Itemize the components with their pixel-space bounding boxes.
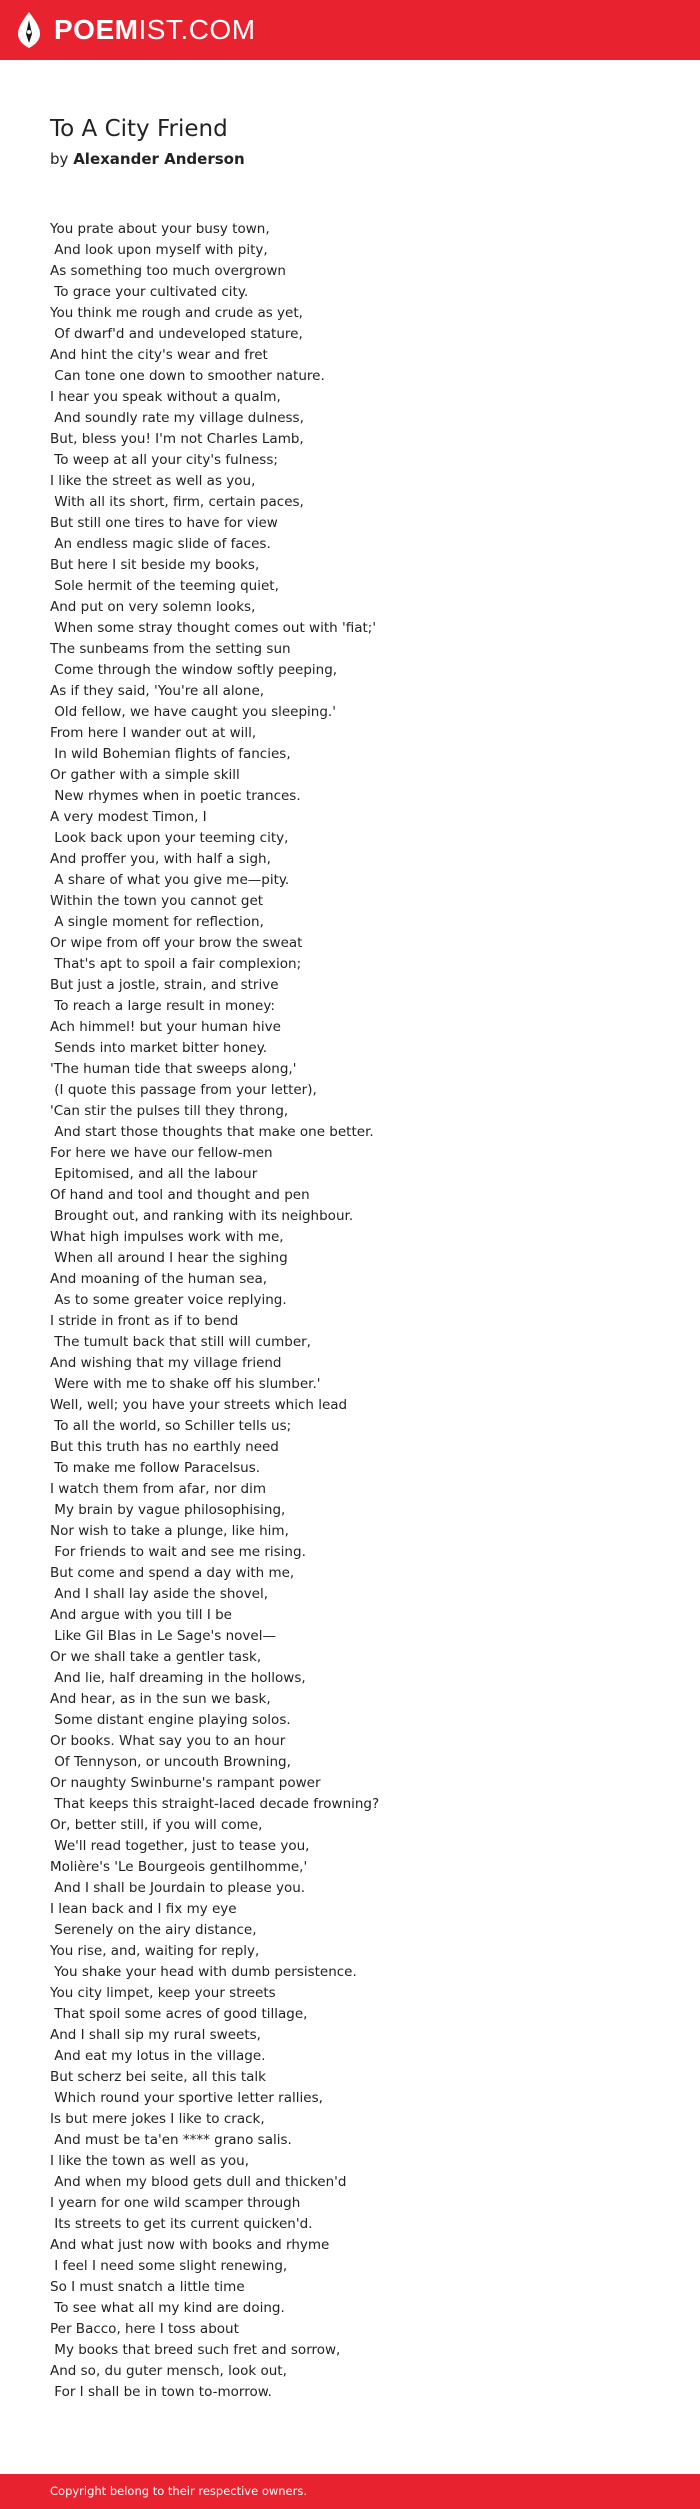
header-bar — [0, 0, 700, 60]
poem-line: To reach a large result in money: — [50, 998, 275, 1014]
poem-line: Old fellow, we have caught you sleeping.' — [50, 704, 336, 720]
poem-line: And put on very solemn looks, — [50, 599, 256, 615]
poem-line: And I shall lay aside the shovel, — [50, 1586, 269, 1602]
poem-line: Ach himmel! but your human hive — [50, 1019, 281, 1035]
poem-line: And proffer you, with half a sigh, — [50, 851, 271, 867]
poem-line: My books that breed such fret and sorrow, — [50, 2342, 341, 2358]
poem-line: The tumult back that still will cumber, — [50, 1334, 311, 1350]
poem-line: And start those thoughts that make one better. — [50, 1124, 374, 1140]
poem-line: But still one tires to have for view — [50, 515, 278, 531]
poem-line: Well, well; you have your streets which lead — [50, 1397, 348, 1413]
poem-line: But, bless you! I'm not Charles Lamb, — [50, 431, 304, 447]
poem-line: 'Can stir the pulses till they throng, — [50, 1103, 289, 1119]
poem-line: You city limpet, keep your streets — [50, 1985, 276, 2001]
poem-line: But this truth has no earthly need — [50, 1439, 279, 1455]
poem-line: The sunbeams from the setting sun — [50, 641, 291, 657]
poem-line: That keeps this straight-laced decade frowning? — [50, 1796, 380, 1812]
poem-line: And what just now with books and rhyme — [50, 2237, 330, 2253]
poem-line: Per Bacco, here I toss about — [50, 2321, 239, 2337]
poem-line: And so, du guter mensch, look out, — [50, 2363, 287, 2379]
poem-line: Molière's 'Le Bourgeois gentilhomme,' — [50, 1859, 308, 1875]
poem-line: You prate about your busy town, — [50, 221, 270, 237]
poem-line: But just a jostle, strain, and strive — [50, 977, 279, 993]
poem-line: When all around I hear the sighing — [50, 1250, 288, 1266]
poem-line: And eat my lotus in the village. — [50, 2048, 266, 2064]
poem-line: Sends into market bitter honey. — [50, 1040, 268, 1056]
poem-line: For I shall be in town to-morrow. — [50, 2384, 272, 2400]
poem-line: And hear, as in the sun we bask, — [50, 1691, 271, 1707]
poem-line: An endless magic slide of faces. — [50, 536, 271, 552]
poem-line: And lie, half dreaming in the hollows, — [50, 1670, 306, 1686]
poem-line: And when my blood gets dull and thicken'd — [50, 2174, 347, 2190]
poem-body — [50, 219, 670, 2403]
poem-line: And wishing that my village friend — [50, 1355, 282, 1371]
poem-line: And hint the city's wear and fret — [50, 347, 268, 363]
poem-line: But come and spend a day with me, — [50, 1565, 295, 1581]
poem-line: Can tone one down to smoother nature. — [50, 368, 325, 384]
poem-line: Serenely on the airy distance, — [50, 1922, 257, 1938]
poem-line: I feel I need some slight renewing, — [50, 2258, 288, 2274]
poem-line: I like the street as well as you, — [50, 473, 256, 489]
poem-title: To A City Friend — [50, 116, 228, 142]
poem-line: We'll read together, just to tease you, — [50, 1838, 310, 1854]
poem-line: I like the town as well as you, — [50, 2153, 250, 2169]
poem-line: Nor wish to take a plunge, like him, — [50, 1523, 289, 1539]
poem-line: I lean back and I fix my eye — [50, 1901, 237, 1917]
poem-line: As if they said, 'You're all alone, — [50, 683, 265, 699]
poem-line: Epitomised, and all the labour — [50, 1166, 258, 1182]
poem-line: And I shall sip my rural sweets, — [50, 2027, 261, 2043]
poem-line: Sole hermit of the teeming quiet, — [50, 578, 279, 594]
poem-author[interactable]: Alexander Anderson — [73, 150, 245, 168]
poem-line: With all its short, firm, certain paces, — [50, 494, 304, 510]
poem-line: (I quote this passage from your letter), — [50, 1082, 317, 1098]
poem-line: And soundly rate my village dulness, — [50, 410, 304, 426]
poem-line: Of Tennyson, or uncouth Browning, — [50, 1754, 291, 1770]
poem-line: But here I sit beside my books, — [50, 557, 260, 573]
poem-line: A single moment for reflection, — [50, 914, 264, 930]
footer-bar — [0, 2474, 700, 2509]
poem-line: Of hand and tool and thought and pen — [50, 1187, 310, 1203]
poem-line: I watch them from afar, nor dim — [50, 1481, 267, 1497]
poem-line: Come through the window softly peeping, — [50, 662, 338, 678]
poem-line: From here I wander out at will, — [50, 725, 257, 741]
poem-line: Were with me to shake off his slumber.' — [50, 1376, 321, 1392]
poem-line: Within the town you cannot get — [50, 893, 264, 909]
poem-line: When some stray thought comes out with 'fiat;' — [50, 620, 377, 636]
poem-line: And moaning of the human sea, — [50, 1271, 268, 1287]
poem-line: For friends to wait and see me rising. — [50, 1544, 306, 1560]
poem-line: To make me follow Paracelsus. — [50, 1460, 261, 1476]
poem-line: That's apt to spoil a fair complexion; — [50, 956, 302, 972]
poem-line: And argue with you till I be — [50, 1607, 232, 1623]
poem-line: To grace your cultivated city. — [50, 284, 249, 300]
poem-line: I yearn for one wild scamper through — [50, 2195, 301, 2211]
poem-line: My brain by vague philosophising, — [50, 1502, 286, 1518]
poem-line: Of dwarf'd and undeveloped stature, — [50, 326, 303, 342]
poem-line: A share of what you give me—pity. — [50, 872, 290, 888]
poem-line: But scherz bei seite, all this talk — [50, 2069, 266, 2085]
site-logo[interactable] — [16, 10, 256, 50]
poem-line: To all the world, so Schiller tells us; — [50, 1418, 292, 1434]
poem-line: Its streets to get its current quicken'd. — [50, 2216, 313, 2232]
poem-line: Or, better still, if you will come, — [50, 1817, 263, 1833]
poem-byline — [50, 150, 245, 168]
poem-line: You shake your head with dumb persistence. — [50, 1964, 357, 1980]
poem-line: That spoil some acres of good tillage, — [50, 2006, 308, 2022]
poem-line: Brought out, and ranking with its neighbour. — [50, 1208, 354, 1224]
poem-line: So I must snatch a little time — [50, 2279, 245, 2295]
byline-prefix: by — [50, 150, 69, 168]
poem-line: I stride in front as if to bend — [50, 1313, 239, 1329]
poem-line: And must be ta'en **** grano salis. — [50, 2132, 292, 2148]
copyright-text: Copyright belong to their respective owners. — [50, 2484, 308, 2498]
poem-line: Is but mere jokes I like to crack, — [50, 2111, 265, 2127]
logo-bold-text: POEM — [54, 14, 139, 45]
poem-line: Or gather with a simple skill — [50, 767, 240, 783]
poem-line: To weep at all your city's fulness; — [50, 452, 278, 468]
poem-line: You rise, and, waiting for reply, — [50, 1943, 260, 1959]
poem-line: Which round your sportive letter rallies, — [50, 2090, 323, 2106]
poem-line: Look back upon your teeming city, — [50, 830, 289, 846]
poem-line: As something too much overgrown — [50, 263, 286, 279]
poem-line: I hear you speak without a qualm, — [50, 389, 281, 405]
poem-line: You think me rough and crude as yet, — [50, 305, 303, 321]
poem-line: Or naughty Swinburne's rampant power — [50, 1775, 321, 1791]
poem-line: And I shall be Jourdain to please you. — [50, 1880, 306, 1896]
poem-line: Like Gil Blas in Le Sage's novel— — [50, 1628, 276, 1644]
poem-line: For here we have our fellow-men — [50, 1145, 273, 1161]
poem-line: To see what all my kind are doing. — [50, 2300, 285, 2316]
poem-line: Or books. What say you to an hour — [50, 1733, 286, 1749]
poem-line: Or wipe from off your brow the sweat — [50, 935, 303, 951]
logo-light-text: IST.COM — [138, 14, 256, 45]
poem-line: Some distant engine playing solos. — [50, 1712, 291, 1728]
poem-line: New rhymes when in poetic trances. — [50, 788, 301, 804]
poem-line: In wild Bohemian flights of fancies, — [50, 746, 291, 762]
site-logo-text — [54, 10, 256, 50]
pen-nib-icon — [16, 10, 42, 50]
poem-line: As to some greater voice replying. — [50, 1292, 287, 1308]
poem-line: What high impulses work with me, — [50, 1229, 284, 1245]
poem-line: And look upon myself with pity, — [50, 242, 268, 258]
poem-line: A very modest Timon, I — [50, 809, 207, 825]
poem-line: Or we shall take a gentler task, — [50, 1649, 262, 1665]
poem-line: 'The human tide that sweeps along,' — [50, 1061, 297, 1077]
